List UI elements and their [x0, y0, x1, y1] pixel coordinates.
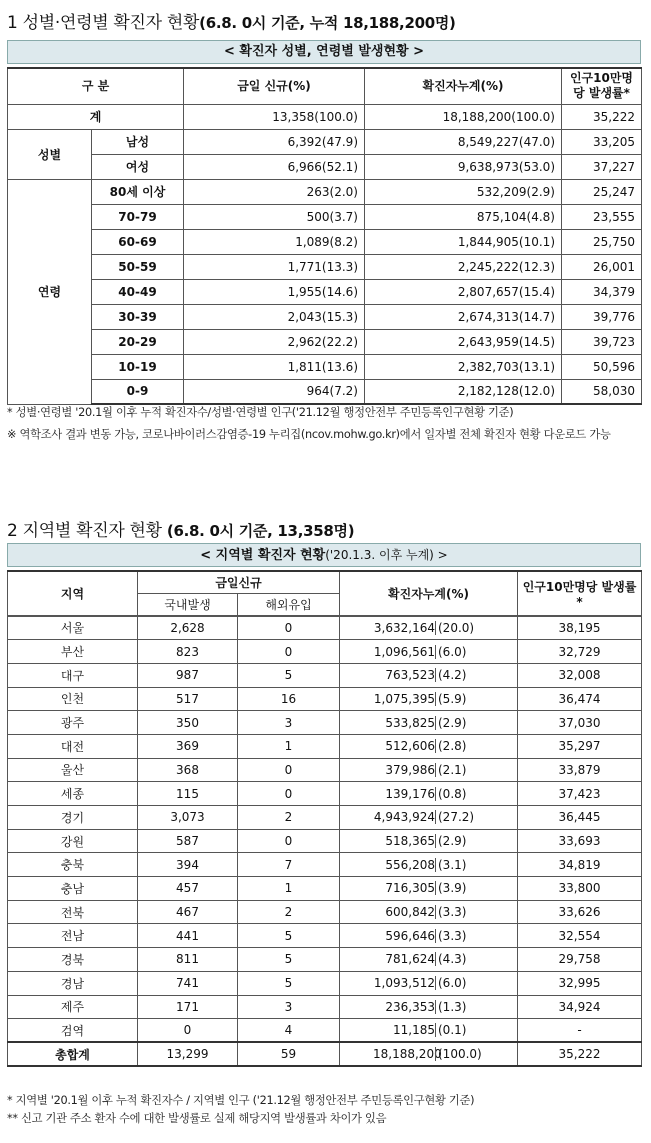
row-cumulative: 2,182,128(12.0) [365, 379, 562, 404]
region-cumulative: 11,185 [393, 1023, 435, 1038]
region-cumulative-cell [340, 829, 518, 853]
region-overseas: 2 [238, 900, 340, 924]
region-domestic: 457 [138, 877, 238, 901]
region-name: 세종 [8, 782, 138, 806]
row-rate: 26,001 [562, 254, 642, 279]
region-rate: 32,008 [518, 663, 642, 687]
table-row [8, 971, 642, 995]
row-label: 80세 이상 [92, 179, 184, 204]
region-overseas: 5 [238, 663, 340, 687]
header-domestic: 국내발생 [138, 593, 238, 615]
section1-note-2: ※ 역학조사 결과 변동 가능, 코로나바이러스감염증-19 누리집(ncov.mohw.go.kr)에서 일자별 전체 확진자 현황 다운로드 가능 [7, 428, 611, 441]
row-label: 여성 [92, 154, 184, 179]
row-rate: 39,723 [562, 329, 642, 354]
region-cumulative-pct: (0.8) [435, 787, 484, 801]
region-cumulative-cell [340, 663, 518, 687]
region-cumulative: 1,075,395 [373, 691, 435, 706]
region-table-wrap [7, 543, 641, 1067]
row-new: 6,966(52.1) [184, 154, 365, 179]
table-row [8, 254, 642, 279]
section2-note-2: ** 신고 기관 주소 환자 수에 대한 발생률로 실제 해당지역 발생률과 차이가 있음 [7, 1112, 387, 1125]
total-row [8, 104, 642, 129]
region-domestic: 741 [138, 971, 238, 995]
region-cumulative-pct: (0.1) [435, 1023, 484, 1037]
region-rate: 33,626 [518, 900, 642, 924]
row-cumulative: 2,674,313(14.7) [365, 304, 562, 329]
table-row [8, 758, 642, 782]
region-cumulative-pct: (20.0) [435, 621, 484, 635]
gender-age-caption: < 확진자 성별, 연령별 발생현황 > [7, 40, 641, 64]
region-rate: - [518, 1019, 642, 1043]
region-cumulative-cell [340, 782, 518, 806]
region-cumulative: 3,632,164 [373, 620, 435, 635]
header-new: 금일 신규(%) [184, 68, 365, 104]
region-overseas: 1 [238, 877, 340, 901]
table-row [8, 829, 642, 853]
table-row [8, 354, 642, 379]
region-overseas: 7 [238, 853, 340, 877]
region-domestic: 350 [138, 711, 238, 735]
region-cumulative-pct: (4.3) [435, 952, 484, 966]
region-overseas: 5 [238, 971, 340, 995]
region-rate: 37,030 [518, 711, 642, 735]
region-cumulative-cell [340, 1042, 518, 1066]
region-cumulative: 596,646 [385, 928, 435, 943]
row-new: 263(2.0) [184, 179, 365, 204]
row-cumulative: 2,807,657(15.4) [365, 279, 562, 304]
region-name: 대구 [8, 663, 138, 687]
region-rate: 32,729 [518, 640, 642, 664]
region-overseas: 59 [238, 1042, 340, 1066]
table-row [8, 782, 642, 806]
region-cumulative-pct: (3.3) [435, 929, 484, 943]
region-overseas: 1 [238, 734, 340, 758]
region-rate: 38,195 [518, 616, 642, 640]
table-row [8, 711, 642, 735]
row-new: 1,771(13.3) [184, 254, 365, 279]
row-cumulative: 8,549,227(47.0) [365, 129, 562, 154]
header-new-group: 금일신규 [138, 571, 340, 593]
region-cumulative: 1,093,512 [373, 976, 435, 991]
region-name: 검역 [8, 1019, 138, 1043]
region-cumulative: 716,305 [385, 881, 435, 896]
row-label: 0-9 [92, 379, 184, 404]
region-cumulative: 518,365 [385, 834, 435, 849]
region-cumulative-cell [340, 971, 518, 995]
region-cumulative-cell [340, 687, 518, 711]
region-domestic: 369 [138, 734, 238, 758]
row-rate: 33,205 [562, 129, 642, 154]
section2-title-bold: (6.8. 0시 기준, 13,358명) [166, 522, 355, 540]
row-cumulative: 1,844,905(10.1) [365, 229, 562, 254]
region-cumulative-pct: (1.3) [435, 1000, 484, 1014]
table-row [8, 279, 642, 304]
region-cumulative-pct: (2.1) [435, 763, 484, 777]
region-name: 전북 [8, 900, 138, 924]
age-group-label: 연령 [8, 179, 92, 404]
table-row [8, 924, 642, 948]
region-name: 인천 [8, 687, 138, 711]
region-cumulative-pct: (27.2) [435, 810, 484, 824]
region-name: 전남 [8, 924, 138, 948]
row-new: 1,955(14.6) [184, 279, 365, 304]
header-overseas: 해외유입 [238, 593, 340, 615]
region-cumulative-cell [340, 640, 518, 664]
row-new: 1,089(8.2) [184, 229, 365, 254]
section1-note-1: * 성별·연령별 '20.1월 이후 누적 확진자수/성별·연령별 인구('21.12월 행정안전부 주민등록인구현황 기준) [7, 406, 514, 419]
table-row [8, 640, 642, 664]
region-cumulative: 512,606 [385, 739, 435, 754]
region-domestic: 587 [138, 829, 238, 853]
region-cumulative-cell [340, 1019, 518, 1043]
region-cumulative-pct: (6.0) [435, 645, 484, 659]
region-cumulative-pct: (2.9) [435, 716, 484, 730]
table-row [8, 948, 642, 972]
region-rate: 32,995 [518, 971, 642, 995]
region-name: 광주 [8, 711, 138, 735]
region-domestic: 987 [138, 663, 238, 687]
row-cumulative: 875,104(4.8) [365, 204, 562, 229]
header-rate: 인구10만명당 발생률* [518, 571, 642, 615]
table-row [8, 616, 642, 640]
table-row [8, 734, 642, 758]
row-label: 20-29 [92, 329, 184, 354]
region-name: 부산 [8, 640, 138, 664]
region-overseas: 5 [238, 948, 340, 972]
region-cumulative: 781,624 [385, 952, 435, 967]
region-cumulative-cell [340, 711, 518, 735]
region-cumulative-pct: (5.9) [435, 692, 484, 706]
region-rate: 32,554 [518, 924, 642, 948]
row-rate: 25,247 [562, 179, 642, 204]
region-domestic: 13,299 [138, 1042, 238, 1066]
table-row [8, 995, 642, 1019]
region-domestic: 517 [138, 687, 238, 711]
row-label: 30-39 [92, 304, 184, 329]
table-row [8, 204, 642, 229]
region-name: 경북 [8, 948, 138, 972]
region-overseas: 3 [238, 995, 340, 1019]
header-region: 지역 [8, 571, 138, 615]
region-cumulative: 236,353 [385, 999, 435, 1014]
table-row [8, 304, 642, 329]
region-domestic: 368 [138, 758, 238, 782]
region-name: 대전 [8, 734, 138, 758]
row-rate: 34,379 [562, 279, 642, 304]
region-cumulative-cell [340, 948, 518, 972]
section2-notes [7, 1092, 641, 1128]
region-rate: 35,297 [518, 734, 642, 758]
region-overseas: 0 [238, 640, 340, 664]
region-overseas: 16 [238, 687, 340, 711]
region-overseas: 0 [238, 829, 340, 853]
region-name: 강원 [8, 829, 138, 853]
region-cumulative-pct: (2.9) [435, 834, 484, 848]
row-rate: 50,596 [562, 354, 642, 379]
header-cumulative: 확진자누계(%) [340, 571, 518, 615]
region-rate: 33,879 [518, 758, 642, 782]
row-rate: 37,227 [562, 154, 642, 179]
row-new: 1,811(13.6) [184, 354, 365, 379]
region-cumulative: 600,842 [385, 905, 435, 920]
region-name: 총합계 [8, 1042, 138, 1066]
region-cumulative: 379,986 [385, 762, 435, 777]
region-rate: 33,693 [518, 829, 642, 853]
section1-title [7, 8, 456, 33]
region-domestic: 115 [138, 782, 238, 806]
region-cumulative-cell [340, 616, 518, 640]
row-label: 50-59 [92, 254, 184, 279]
region-domestic: 394 [138, 853, 238, 877]
header-rate: 인구10만명당 발생률* [562, 68, 642, 104]
row-new: 964(7.2) [184, 379, 365, 404]
region-cumulative-pct: (3.1) [435, 858, 484, 872]
region-overseas: 3 [238, 711, 340, 735]
region-cumulative-cell [340, 995, 518, 1019]
region-domestic: 467 [138, 900, 238, 924]
region-cumulative-cell [340, 806, 518, 830]
row-label: 10-19 [92, 354, 184, 379]
table-row [8, 129, 642, 154]
region-cumulative: 139,176 [385, 786, 435, 801]
region-cumulative-pct: (4.2) [435, 668, 484, 682]
region-name: 울산 [8, 758, 138, 782]
row-rate: 39,776 [562, 304, 642, 329]
row-rate: 23,555 [562, 204, 642, 229]
region-caption-main: < 지역별 확진자 현황 [200, 548, 326, 563]
section2-title [7, 516, 354, 541]
region-domestic: 441 [138, 924, 238, 948]
region-table-body [7, 616, 642, 1068]
section1-notes [7, 404, 641, 444]
region-total-row [8, 1042, 642, 1066]
row-cumulative: 2,382,703(13.1) [365, 354, 562, 379]
region-name: 경남 [8, 971, 138, 995]
total-new: 13,358(100.0) [184, 104, 365, 129]
region-cumulative: 763,523 [385, 668, 435, 683]
region-overseas: 5 [238, 924, 340, 948]
row-label: 70-79 [92, 204, 184, 229]
region-rate: 33,800 [518, 877, 642, 901]
row-new: 6,392(47.9) [184, 129, 365, 154]
region-name: 서울 [8, 616, 138, 640]
total-cumulative: 18,188,200(100.0) [365, 104, 562, 129]
region-rate: 37,423 [518, 782, 642, 806]
region-rate: 36,474 [518, 687, 642, 711]
table-row [8, 687, 642, 711]
table-row [8, 663, 642, 687]
region-cumulative-cell [340, 758, 518, 782]
region-rate: 35,222 [518, 1042, 642, 1066]
region-cumulative-cell [340, 734, 518, 758]
table-header-row [8, 68, 642, 104]
region-caption-sub: ('20.1.3. 이후 누계) > [325, 548, 448, 562]
region-cumulative-cell [340, 900, 518, 924]
table-row [8, 329, 642, 354]
region-domestic: 811 [138, 948, 238, 972]
header-cumulative: 확진자누계(%) [365, 68, 562, 104]
row-cumulative: 2,643,959(14.5) [365, 329, 562, 354]
region-cumulative-pct: (3.3) [435, 905, 484, 919]
region-table [7, 570, 642, 616]
region-domestic: 3,073 [138, 806, 238, 830]
region-cumulative-pct: (6.0) [435, 976, 484, 990]
region-name: 충북 [8, 853, 138, 877]
header-category: 구 분 [8, 68, 184, 104]
region-cumulative-pct: (3.9) [435, 881, 484, 895]
row-new: 2,962(22.2) [184, 329, 365, 354]
row-label: 60-69 [92, 229, 184, 254]
section2-title-text: 2 지역별 확진자 현황 [7, 521, 162, 541]
row-label: 남성 [92, 129, 184, 154]
row-rate: 58,030 [562, 379, 642, 404]
region-header-row [8, 571, 642, 593]
region-domestic: 0 [138, 1019, 238, 1043]
row-new: 2,043(15.3) [184, 304, 365, 329]
table-row [8, 154, 642, 179]
region-overseas: 0 [238, 758, 340, 782]
region-rate: 29,758 [518, 948, 642, 972]
row-new: 500(3.7) [184, 204, 365, 229]
region-caption [7, 543, 641, 567]
region-overseas: 0 [238, 616, 340, 640]
table-row [8, 853, 642, 877]
region-domestic: 2,628 [138, 616, 238, 640]
total-label: 계 [8, 104, 184, 129]
region-cumulative: 1,096,561 [373, 644, 435, 659]
table-row [8, 229, 642, 254]
region-cumulative-pct: (2.8) [435, 739, 484, 753]
region-overseas: 2 [238, 806, 340, 830]
table-row [8, 806, 642, 830]
total-rate: 35,222 [562, 104, 642, 129]
region-domestic: 823 [138, 640, 238, 664]
region-cumulative-cell [340, 924, 518, 948]
gender-age-table-wrap [7, 40, 641, 405]
row-cumulative: 2,245,222(12.3) [365, 254, 562, 279]
region-name: 충남 [8, 877, 138, 901]
region-cumulative-cell [340, 877, 518, 901]
region-name: 경기 [8, 806, 138, 830]
row-rate: 25,750 [562, 229, 642, 254]
region-overseas: 0 [238, 782, 340, 806]
region-cumulative-pct: (100.0) [435, 1047, 484, 1061]
section1-title-bold: (6.8. 0시 기준, 누적 18,188,200명) [199, 14, 456, 32]
region-cumulative: 533,825 [385, 715, 435, 730]
table-row [8, 1019, 642, 1043]
region-rate: 36,445 [518, 806, 642, 830]
row-label: 40-49 [92, 279, 184, 304]
region-cumulative: 556,208 [385, 857, 435, 872]
region-cumulative: 18,188,200 [373, 1047, 442, 1062]
gender-age-table [7, 67, 642, 405]
table-row [8, 179, 642, 204]
section1-title-text: 1 성별·연령별 확진자 현황 [7, 13, 200, 33]
region-name: 제주 [8, 995, 138, 1019]
region-rate: 34,924 [518, 995, 642, 1019]
section2-note-1: * 지역별 '20.1월 이후 누적 확진자수 / 지역별 인구 ('21.12월 행정안전부 주민등록인구현황 기준) [7, 1094, 475, 1107]
region-rate: 34,819 [518, 853, 642, 877]
region-domestic: 171 [138, 995, 238, 1019]
gender-group-label: 성별 [8, 129, 92, 179]
table-row [8, 900, 642, 924]
table-row [8, 877, 642, 901]
region-cumulative: 4,943,924 [373, 810, 435, 825]
table-row [8, 379, 642, 404]
row-cumulative: 532,209(2.9) [365, 179, 562, 204]
row-cumulative: 9,638,973(53.0) [365, 154, 562, 179]
region-cumulative-cell [340, 853, 518, 877]
region-overseas: 4 [238, 1019, 340, 1043]
